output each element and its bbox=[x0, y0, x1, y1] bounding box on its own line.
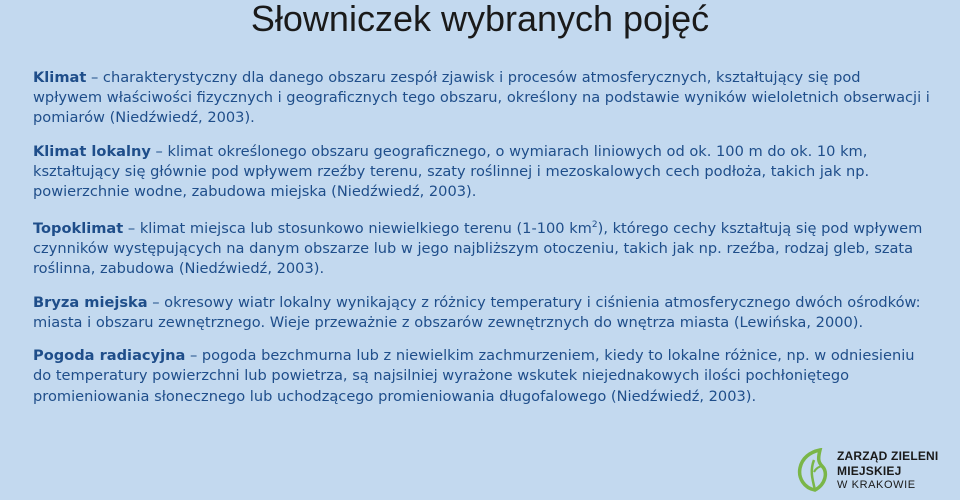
logo-line-3: W KRAKOWIE bbox=[837, 479, 916, 491]
page-title: Słowniczek wybranych pojęć bbox=[250, 0, 710, 39]
definition-bryza-miejska bbox=[33, 293, 933, 333]
superscript: 2 bbox=[591, 220, 598, 231]
definition-text: – pogoda bezchmurna lub z niewielkim zachmurzeniem, kiedy to lokalne różnice, np. w odniesieniu do temperatury powierzchni lub powietrza, są najsilniej wyrażone wskutek niejednakowych ilości pochłoniętego promieniowania słonecznego lub uchodzącego promieniowania długofalowego (Niedźwiedź, 2003). bbox=[33, 347, 915, 405]
definition-text: – klimat miejsca lub stosunkowo niewielkiego terenu (1-100 km bbox=[123, 220, 592, 238]
definition-pogoda-radiacyjna bbox=[33, 346, 933, 407]
term: Klimat lokalny bbox=[33, 142, 151, 160]
term: Pogoda radiacyjna bbox=[33, 347, 186, 365]
definition-text: – charakterystyczny dla danego obszaru zespół zjawisk i procesów atmosferycznych, kształtujący się pod wpływem właściwości fizycznych i geograficznych tego obszaru, określony na podstawie wyników wieloletnich obserwacji i pomiarów (Niedźwiedź, 2003). bbox=[33, 69, 930, 127]
term: Bryza miejska bbox=[33, 293, 148, 311]
logo-line-1: ZARZĄD ZIELENI bbox=[837, 449, 939, 463]
definition-text: – okresowy wiatr lokalny wynikający z różnicy temperatury i ciśnienia atmosferycznego dwóch ośrodków: miasta i obszaru zewnętrznego. Wieje przeważnie z obszarów zewnętrznych do wnętrza miasta (Lewińska, 2000). bbox=[33, 293, 921, 331]
term: Topoklimat bbox=[33, 220, 124, 238]
definition-text-cont: ), którego cechy kształtują się pod wpływem czynników występujących na danym obszarze lub w jego najbliższym otoczeniu, takich jak np. rzeźba, rodzaj gleb, szata roślinna, zabudowa (Niedźwiedź, 2003). bbox=[33, 220, 923, 278]
definition-text: – klimat określonego obszaru geograficznego, o wymiarach liniowych od ok. 100 m do ok. 10 km, kształtujący się głównie pod wpływem rzeźby terenu, szaty roślinnej i mezoskalowych cech podłoża, takich jak np. powierzchnie wodne, zabudowa miejska (Niedźwiedź, 2003). bbox=[33, 142, 870, 201]
logo bbox=[796, 446, 946, 494]
glossary bbox=[33, 68, 933, 420]
definition-klimat-lokalny bbox=[33, 142, 933, 203]
definition-klimat bbox=[33, 68, 933, 129]
leaf-icon bbox=[796, 448, 834, 492]
definition-topoklimat bbox=[33, 215, 933, 279]
logo-line-2: MIEJSKIEJ bbox=[837, 464, 902, 478]
term: Klimat bbox=[33, 69, 87, 86]
